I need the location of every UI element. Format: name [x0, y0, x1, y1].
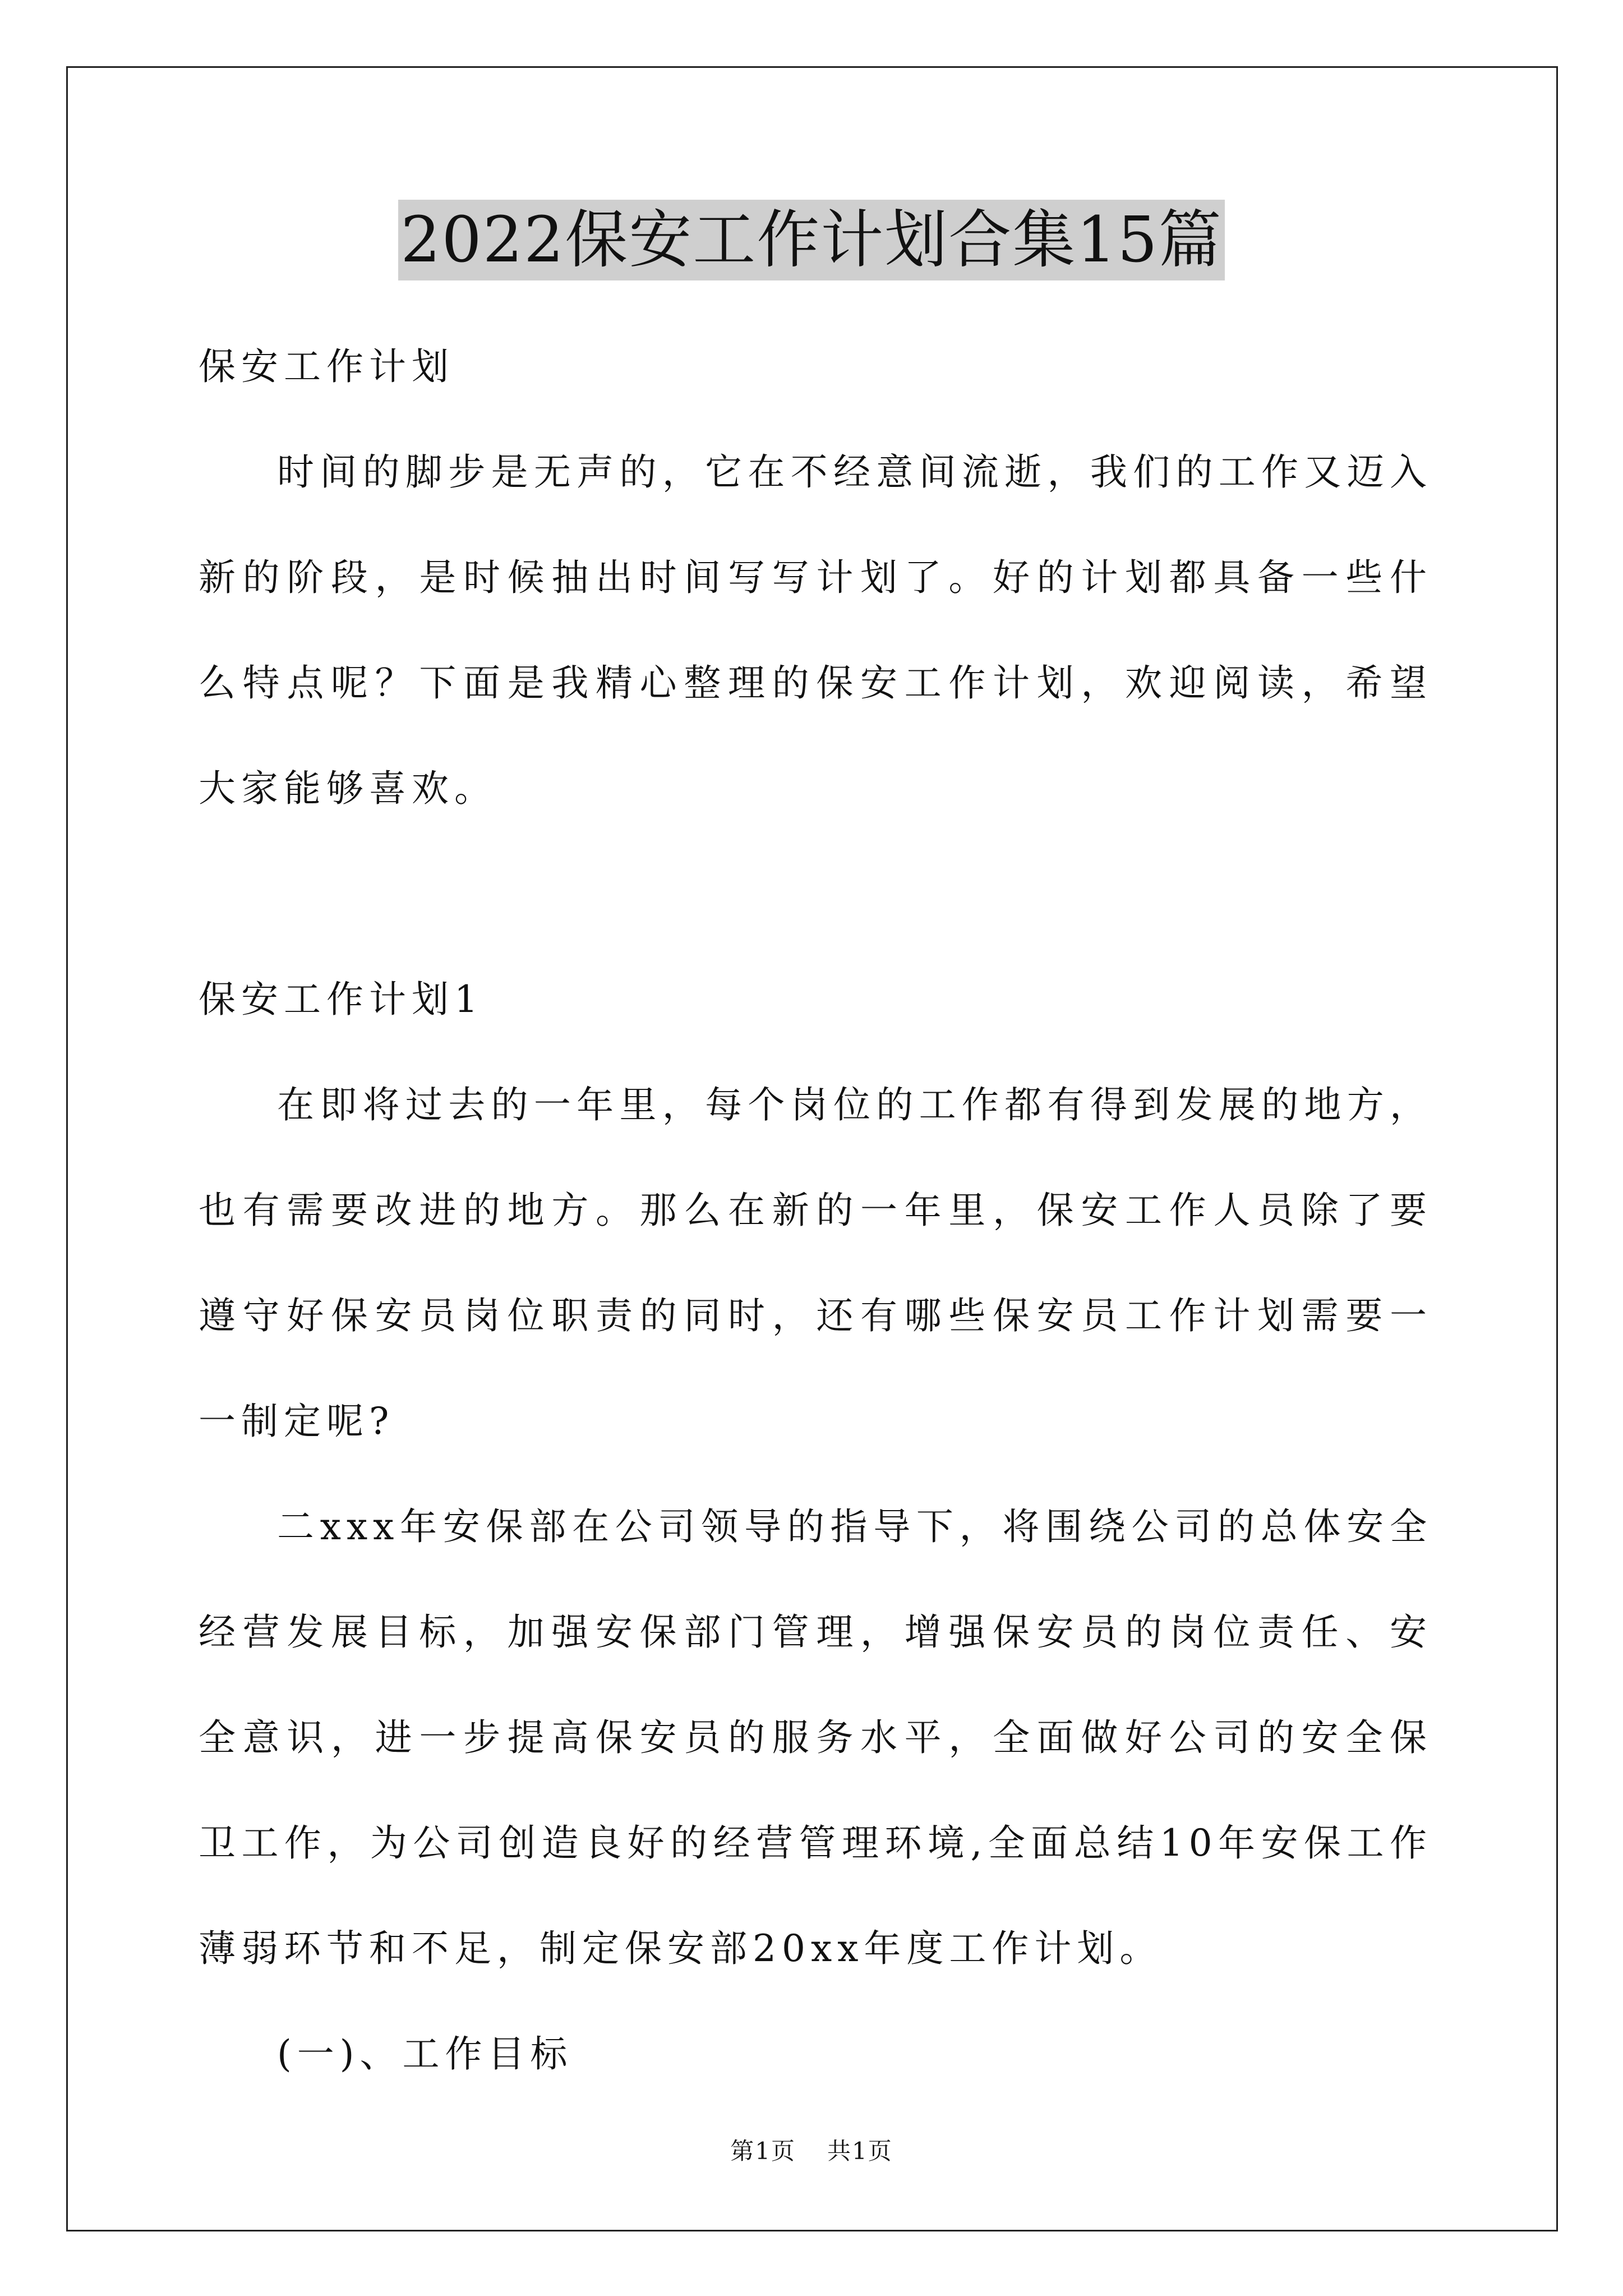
subsection-heading: (一)、工作目标 — [277, 2032, 573, 2076]
document-body — [199, 314, 1432, 2107]
title-container — [0, 200, 1623, 280]
body-paragraph: 在即将过去的一年里，每个岗位的工作都有得到发展的地方，也有需要改进的地方。那么在新的一年里，保安工作人员除了要遵守好保安员岗位职责的同时，还有哪些保安员工作计划需要一一制定呢? — [199, 1083, 1432, 1443]
document-title: 2022保安工作计划合集15篇 — [398, 200, 1225, 280]
page-total: 共1页 — [827, 2137, 893, 2165]
body-paragraph: 二xxx年安保部在公司领导的指导下，将围绕公司的总体安全经营发展目标，加强安保部门管理，增强保安员的岗位责任、安全意识，进一步提高保安员的服务水平，全面做好公司的安全保卫工作，为公司创造良好的经营管理环境,全面总结10年安保工作薄弱环节和不足，制定保安部20xx年度工作计划。 — [199, 1505, 1432, 1970]
paragraph-gap — [199, 841, 1432, 947]
page-number: 第1页 — [730, 2137, 796, 2165]
intro-paragraph: 时间的脚步是无声的，它在不经意间流逝，我们的工作又迈入新的阶段，是时候抽出时间写写计划了。好的计划都具备一些什么特点呢？下面是我精心整理的保安工作计划，欢迎阅读，希望大家能够喜欢。 — [199, 450, 1432, 810]
section-heading: 保安工作计划 — [199, 345, 454, 388]
page-footer — [0, 2133, 1623, 2166]
section-heading: 保安工作计划1 — [199, 978, 483, 1021]
